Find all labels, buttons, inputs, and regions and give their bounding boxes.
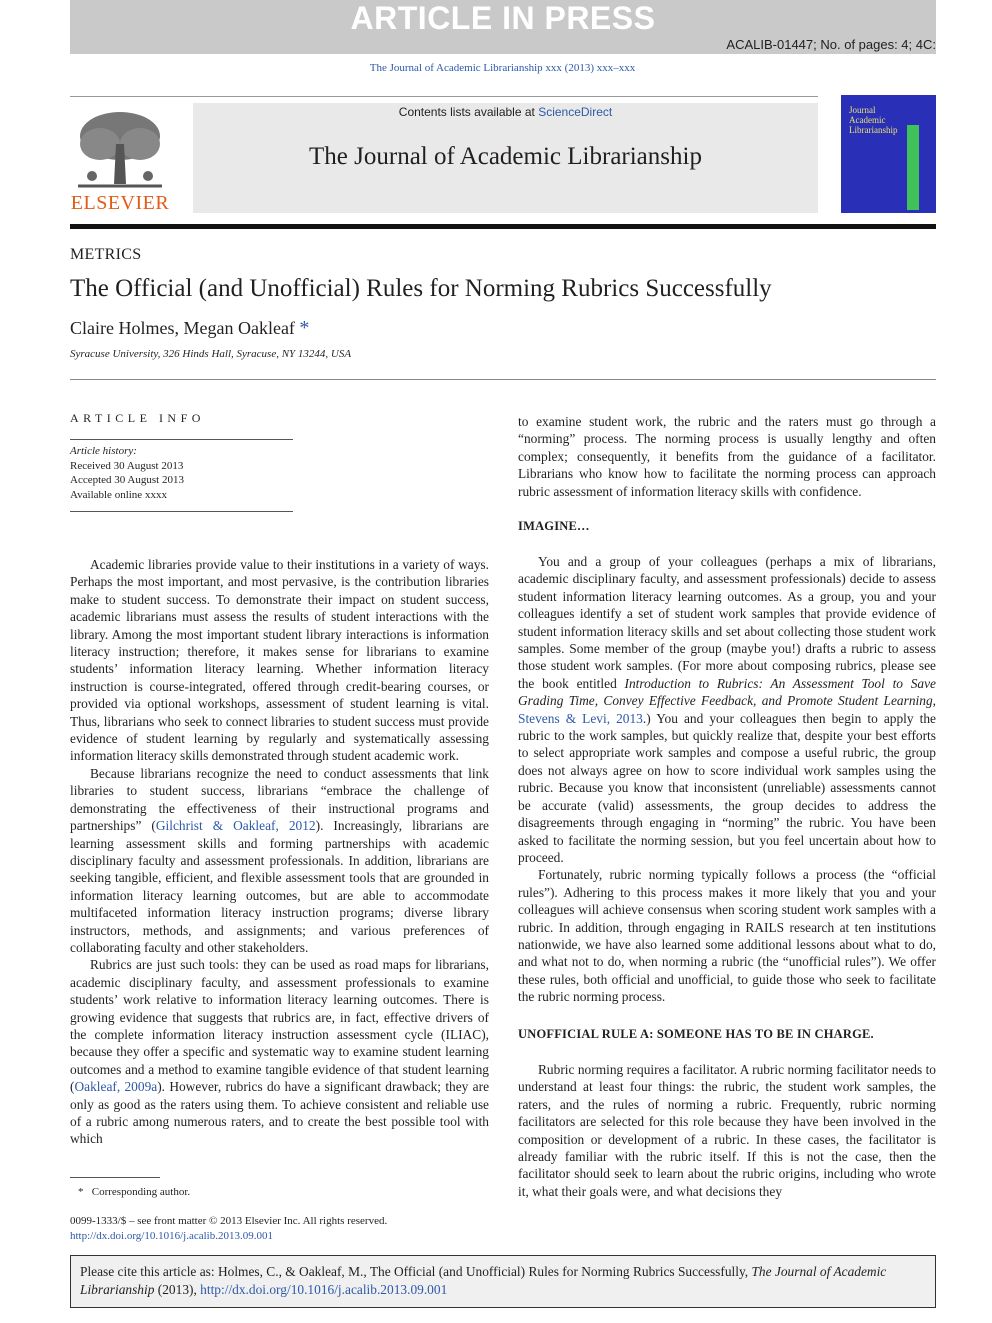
citation-prefix: Please cite this article as: Holmes, C., & Oakleaf, M., The Official (and Unofficial) Rules for Norming Rubrics Successfully, xyxy=(80,1264,752,1279)
publisher-name: ELSEVIER xyxy=(70,192,170,214)
article-title: The Official (and Unofficial) Rules for Norming Rubrics Successfully xyxy=(70,275,772,302)
citation-link[interactable]: Gilchrist & Oakleaf, 2012 xyxy=(155,818,316,834)
issn-line: 0099-1333/$ – see front matter © 2013 Elsevier Inc. All rights reserved. xyxy=(70,1215,388,1227)
header-rule xyxy=(70,96,818,97)
citation-year: (2013), xyxy=(154,1282,201,1297)
banner-text: ARTICLE IN PRESS xyxy=(350,0,656,36)
paragraph-text: Because librarians recognize the need to conduct assessments that link libraries to student success, librarians “embrace the challenge of demonstrating the effectiveness of their instructional programs and partnerships” ( xyxy=(70,765,489,834)
history-label: Article history: xyxy=(70,445,137,457)
paragraph-text: ). However, rubrics do have a significant drawback; they are only as good as the raters using them. To achieve consistent and reliable use of a rubric among numerous raters, and to create the best possible tool with which xyxy=(70,1079,490,1147)
body-left-column xyxy=(70,556,489,1148)
book-title: Introduction to Rubrics: An Assessment Tool to Save Grading Time, Convey Effective Feedback, and Promote Student Learning xyxy=(518,675,937,709)
footnote-mark: * xyxy=(78,1186,84,1198)
section-heading-rule-a: UNOFFICIAL RULE A: SOMEONE HAS TO BE IN CHARGE. xyxy=(518,1027,874,1041)
accepted-date: Accepted 30 August 2013 xyxy=(70,474,184,486)
author-names: Claire Holmes, Megan Oakleaf xyxy=(70,318,295,338)
article-history xyxy=(70,444,184,502)
header-thick-rule xyxy=(70,224,936,229)
contents-line xyxy=(193,105,818,119)
paragraph-text: , xyxy=(932,693,936,709)
citation-link[interactable]: Stevens & Levi, 2013 xyxy=(518,710,643,726)
cover-title-line: Academic xyxy=(849,115,886,125)
doi-link[interactable]: http://dx.doi.org/10.1016/j.acalib.2013.09.001 xyxy=(70,1230,273,1242)
cover-title-line: Librarianship xyxy=(849,125,898,135)
journal-cover-image xyxy=(841,95,936,213)
paragraph-text: Rubrics are just such tools: they can be used as road maps for librarians, academic disciplinary faculty, and assessment professionals to examine students’ work relative to information literacy learning outcomes. There is growing evidence that suggests that rubrics are, in fact, effective drivers of the complete information literacy instruction assessment cycle (ILIAC), because they offer a specific and systematic way to examine student learning outcomes and a method to examine tangible evidence of that student learning ( xyxy=(70,957,489,1095)
citation-link[interactable]: Oakleaf, 2009a xyxy=(74,1079,158,1095)
authors xyxy=(70,317,309,340)
section-label: METRICS xyxy=(70,246,142,263)
paragraph-text: ). Increasingly, librarians are learning assessment skills and forming partnerships with academic disciplinary faculty and assessment professionals. In addition, librarians are seeking tangible, efficient, and flexible assessment tools that are grounded in information literacy learning outcomes, but are able to accommodate multifaceted information literacy instruction programs; diverse library instructors, methods, and assignments; and various preferences of collaborating faculty and other stakeholders. xyxy=(70,818,489,955)
footnote xyxy=(78,1186,190,1198)
paragraph xyxy=(70,765,489,956)
citation-journal: The Journal of Academic Librarianship xyxy=(80,1264,887,1297)
cover-stripe xyxy=(907,125,919,210)
body-right-column-bottom xyxy=(518,1061,936,1200)
contents-prefix: Contents lists available at xyxy=(398,105,539,119)
paragraph xyxy=(70,956,489,1147)
article-info-rule xyxy=(70,439,293,440)
journal-reference-link[interactable]: The Journal of Academic Librarianship xxx (2013) xxx–xxx xyxy=(369,62,636,74)
cover-title-line: Journal xyxy=(849,105,876,115)
paragraph: Academic libraries provide value to their institutions in a variety of ways. Perhaps the most important, and most pervasive, is the contribution libraries make to student success. To demonstrate their impact on student success, academic librarians must assess the results of student interactions with the library. Among the most important student library interactions is information literacy instruction; therefore, it makes sense for librarians to examine students’ information literacy learning. Whether information literacy instruction is course-integrated, offered through credit-bearing courses, or provided via optional workshops, assessment of student learning is vital. Thus, librarians who seek to connect libraries to student success must provide evidence of student learning by regularly and systematically assessing information literacy skills demonstrated through student academic work. xyxy=(70,557,489,764)
footnote-rule xyxy=(70,1177,160,1178)
corresponding-author-mark[interactable]: * xyxy=(299,317,310,339)
citation-text xyxy=(80,1263,926,1299)
title-rule xyxy=(70,379,936,380)
affiliation: Syracuse University, 326 Hinds Hall, Syracuse, NY 13244, USA xyxy=(70,348,352,360)
paragraph: to examine student work, the rubric and the raters must go through a “norming” process. The norming process is usually lengthy and often complex; consequently, it benefits from the guidance of a facilitator. Librarians who know how to facilitate the norming process can approach rubric assessment of information literacy skills with confidence. xyxy=(518,414,936,499)
body-right-column-mid xyxy=(518,553,936,1006)
paragraph-text: You and a group of your colleagues (perhaps a mix of librarians, academic disciplinary faculty, and assessment professionals) decide to assess student information literacy learning outcomes. As a group, you and your colleagues identify a set of student work samples that provide evidence of student information literacy skills and set about collecting those student work samples. Some member of the group (maybe you!) drafts a rubric to assess those student work samples. (For more about composing rubrics, please see the book entitled xyxy=(518,554,936,691)
paragraph xyxy=(518,553,936,866)
citation-doi-link[interactable]: http://dx.doi.org/10.1016/j.acalib.2013.09.001 xyxy=(200,1282,448,1297)
online-date: Available online xxxx xyxy=(70,488,167,501)
article-code: ACALIB-01447; No. of pages: 4; 4C: xyxy=(726,37,936,52)
journal-title: The Journal of Academic Librarianship xyxy=(309,143,702,170)
paragraph: Rubric norming requires a facilitator. A rubric norming facilitator needs to understand at least four things: the rubric, the student work samples, the raters, and the rules of norming a rubric. Frequently, rubric norming facilitators are selected for this role because they have been involved in the composition or development of a rubric. In these cases, the facilitator is already familiar with the rubric itself. If this is not the case, then the facilitator should seek to learn about the rubric origins, including who wrote it, what their goals were, and what decisions they xyxy=(518,1062,936,1199)
elsevier-logo xyxy=(70,104,170,216)
footnote-text: Corresponding author. xyxy=(91,1186,191,1198)
received-date: Received 30 August 2013 xyxy=(70,459,184,472)
paragraph: Fortunately, rubric norming typically follows a process (the “official rules”). Adhering to this process makes it more likely that you and your colleagues will achieve consensus when scoring student work samples with a rubric. In addition, through engaging in RAILS research at ten institutions nationwide, we have also learned some additional lessons about what to do, and what not to do, when norming a rubric (the “unofficial rules”). We offer these rules, both official and unofficial, to guide those who seek to facilitate the rubric norming process. xyxy=(518,867,936,1005)
paragraph-text: .) You and your colleagues then begin to apply the rubric to the work samples, but quickly realize that, despite your best efforts to select appropriate work samples and compose a useful rubric, the group does not always agree on how to score individual work samples using the rubric. Because you know that inconsistent (unreliable) assessments cannot be accurate (valid) assessments, the group decides to address the disagreements through engaging in “norming” the rubric. You have been asked to facilitate the norming session, but you feel uncertain about how to proceed. xyxy=(518,710,936,865)
article-info-rule xyxy=(70,511,293,512)
body-right-column-top xyxy=(518,413,936,500)
article-info-heading: ARTICLE INFO xyxy=(70,411,205,425)
cover-title xyxy=(849,105,919,135)
front-matter xyxy=(70,1214,387,1244)
sciencedirect-link[interactable]: ScienceDirect xyxy=(538,105,613,119)
section-heading-imagine: IMAGINE… xyxy=(518,519,590,533)
